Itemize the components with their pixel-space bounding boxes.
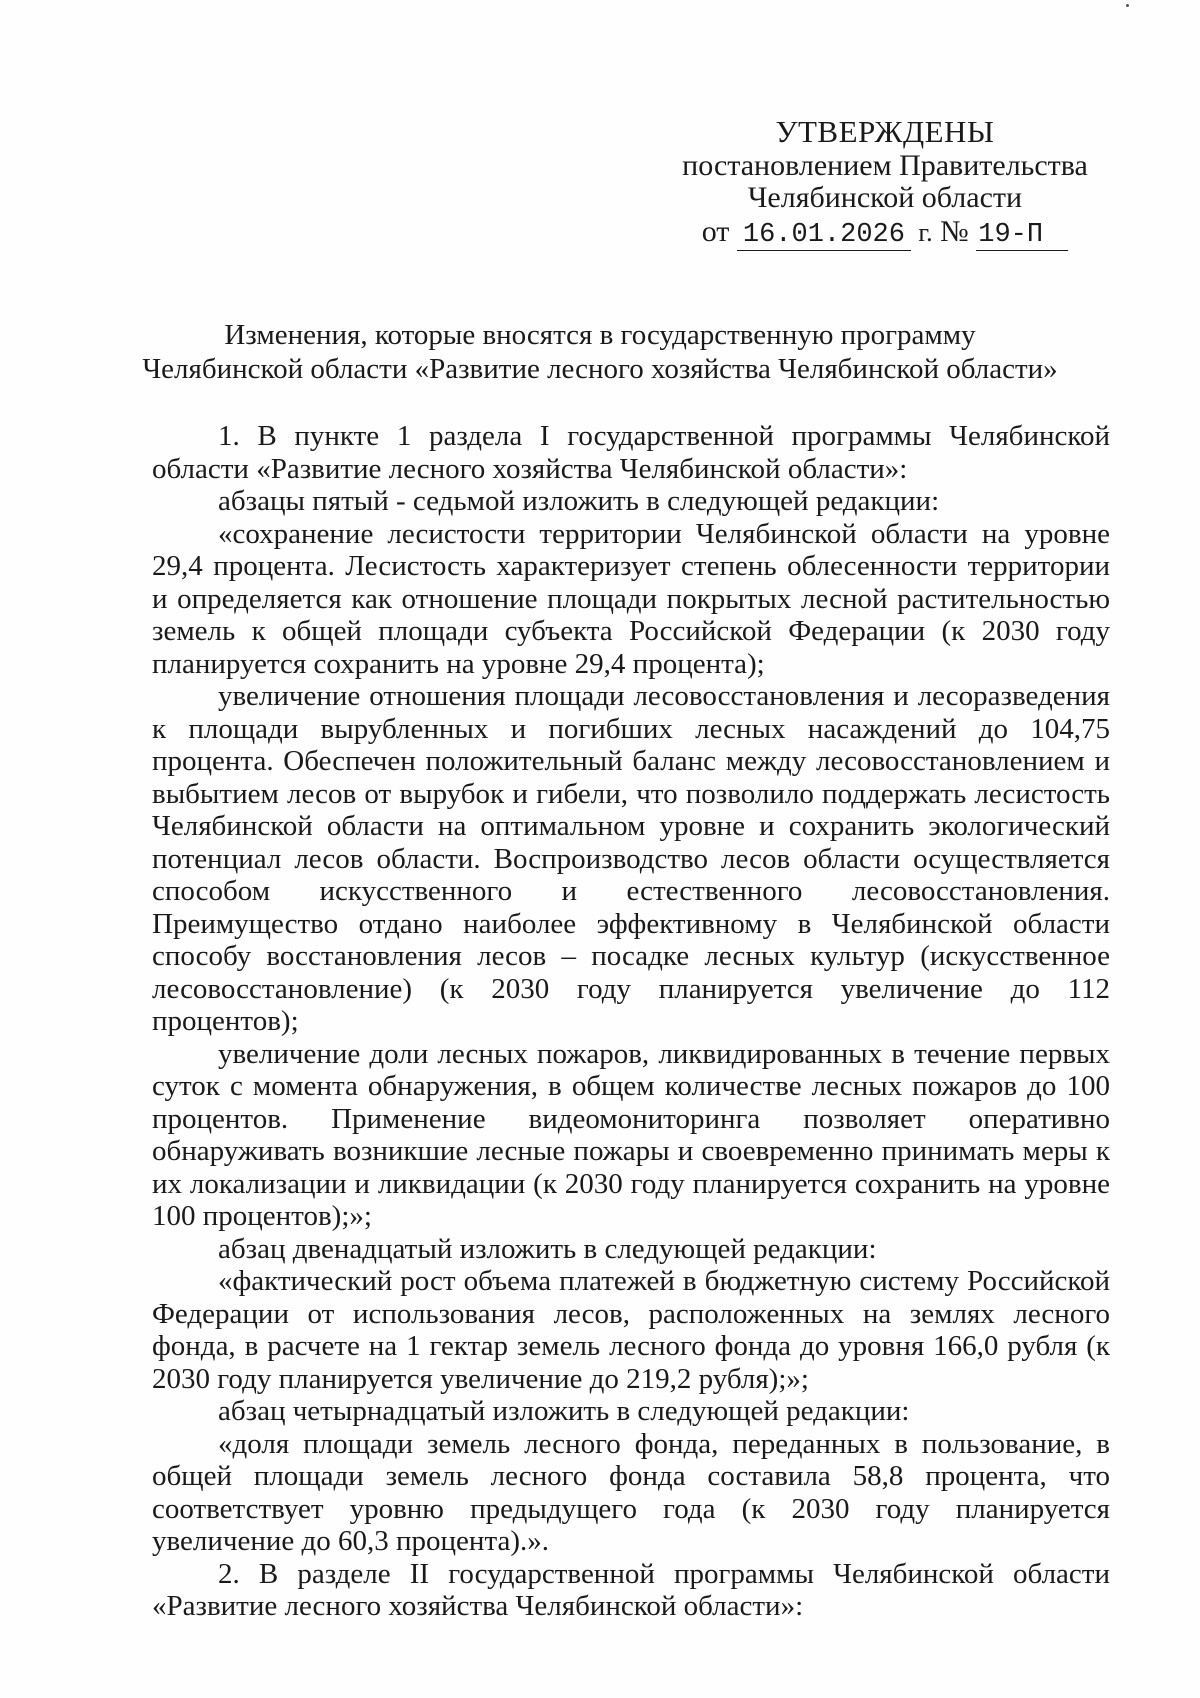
title-line-1: Изменения, которые вносятся в государственную программу xyxy=(224,319,976,351)
document-body xyxy=(152,420,1110,1623)
from-label: от xyxy=(701,215,730,248)
decree-number: 19-П xyxy=(976,220,1068,251)
decree-date: 16.01.2026 xyxy=(737,220,911,251)
approval-date-line xyxy=(650,216,1120,251)
approval-stamp-block xyxy=(650,116,1120,251)
approval-line-1: постановлением Правительства xyxy=(682,149,1088,182)
approval-line-2: Челябинской области xyxy=(747,181,1023,214)
scan-speck xyxy=(1126,4,1129,7)
paragraph: абзацы пятый - седьмой изложить в следующей редакции: xyxy=(218,485,940,517)
approval-heading: УТВЕРЖДЕНЫ xyxy=(775,114,995,149)
paragraph: «доля площади земель лесного фонда, переданных в пользование, в общей площади земель лесного фонда составила 58,8 процента, что соответствует уровню предыдущего года (к 2030 году планируется увеличение до 60,3 процента).». xyxy=(152,1427,1110,1557)
paragraph: «фактический рост объема платежей в бюджетную систему Российской Федерации от использования лесов, расположенных на землях лесного фонда, в расчете на 1 гектар земель лесного фонда до уровня 166,0 рубля (к 2030 году планируется увеличение до 219,2 рубля);»; xyxy=(152,1265,1110,1395)
number-label: № xyxy=(940,215,969,248)
title-line-2: Челябинской области «Развитие лесного хозяйства Челябинской области» xyxy=(142,353,1058,385)
paragraph: увеличение доли лесных пожаров, ликвидированных в течение первых суток с момента обнаружения, в общем количестве лесных пожаров до 100 процентов. Применение видеомониторинга позволяет оперативно обнаруживать возникшие лесные пожары и своевременно принимать меры к их локализации и ликвидации (к 2030 году планируется сохранить на уровне 100 процентов);»; xyxy=(152,1037,1110,1232)
paragraph: 2. В разделе II государственной программы Челябинской области «Развитие лесного хозяйства Челябинской области»: xyxy=(152,1557,1110,1622)
paragraph: абзац двенадцатый изложить в следующей редакции: xyxy=(218,1232,877,1265)
paragraph: 1. В пункте 1 раздела I государственной программы Челябинской области «Развитие лесного хозяйства Челябинской области»: xyxy=(152,420,1110,485)
paragraph: абзац четырнадцатый изложить в следующей редакции: xyxy=(218,1395,910,1427)
paragraph: «сохранение лесистости территории Челябинской области на уровне 29,4 процента. Лесистость характеризует степень облесенности территории и определяется как отношение площади покрытых лесной растительностью земель к общей площади субъекта Российской Федерации (к 2030 году планируется сохранить на уровне 29,4 процента); xyxy=(152,517,1110,680)
document-title xyxy=(0,318,1200,386)
paragraph: увеличение отношения площади лесовосстановления и лесоразведения к площади вырубленных и погибших лесных насаждений до 104,75 процента. Обеспечен положительный баланс между лесовосстановлением и выбытием лесов от вырубок и гибели, что позволило поддержать лесистость Челябинской области на оптимальном уровне и сохранить экологический потенциал лесов области. Воспроизводство лесов области осуществляется способом искусственного и естественного лесовосстановления. Преимущество отдано наиболее эффективному в Челябинской области способу восстановления лесов – посадке лесных культур (искусственное лесовосстановление) (к 2030 году планируется увеличение до 112 процентов); xyxy=(152,680,1110,1037)
year-suffix: г. xyxy=(918,218,933,247)
